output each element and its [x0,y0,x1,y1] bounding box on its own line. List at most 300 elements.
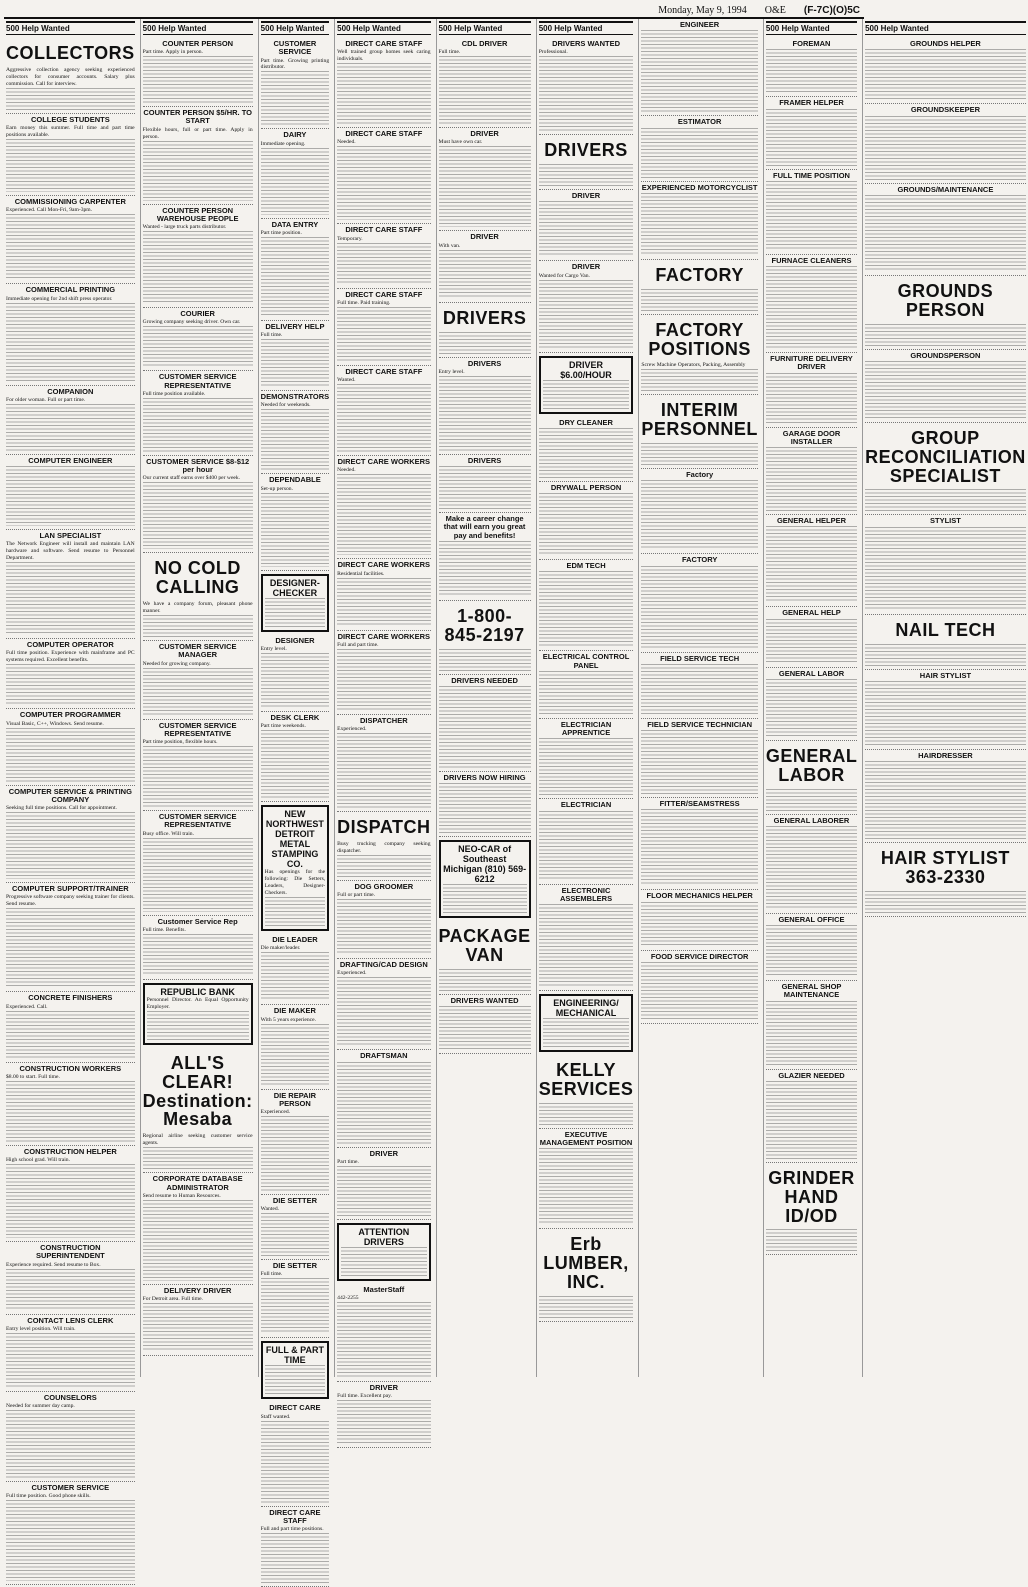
classified-ad [439,675,531,772]
ad-title: DRAFTING/CAD DESIGN [339,960,428,970]
ad-body: Full time. [438,49,461,56]
classified-ad [439,601,531,675]
ad-title: CUSTOMER SERVICE [31,1483,110,1493]
classified-ad [261,1507,329,1587]
ad-fine-print [337,899,430,955]
ad-title: DELIVERY DRIVER [163,1285,232,1295]
ad-body: Progressive software company seeking trainer for clients. Send resume. [6,894,135,908]
classified-ad [6,284,135,385]
ad-fine-print [766,109,857,166]
ad-body: With van. [438,242,461,249]
masthead-date: Monday, May 9, 1994 [658,5,747,16]
classified-ad [261,1402,329,1506]
classified-ad [865,515,1026,614]
ad-body: Send resume to Human Resources. [142,1192,221,1199]
ad-title: CORPORATE DATABASE ADMINISTRATOR [152,1174,243,1192]
classified-ad [766,1163,857,1256]
ad-fine-print [539,201,634,257]
classified-ad [143,308,253,371]
ad-title: FACTORY [681,555,718,565]
ad-title: COMPANION [47,386,94,396]
ad-title: DIRECT CARE STAFF [345,39,423,48]
classified-ad [337,812,430,881]
ad-title: DRIVER $6.00/HOUR [560,359,612,380]
ad-body: Entry level. [438,368,465,375]
column-header: 500 Help Wanted [6,21,135,35]
ad-fine-print [766,1001,857,1066]
ad-fine-print [641,962,758,1020]
classified-ad [641,260,758,315]
classified-ad [439,38,531,128]
ad-fine-print [261,409,329,470]
ad-title: GLAZIER NEEDED [778,1070,845,1080]
classified-ad [539,261,634,352]
classified-ad [766,914,857,981]
ad-title: COMPUTER ENGINEER [28,455,113,465]
classified-ad [766,38,857,97]
ad-title: DISPATCH [337,817,431,838]
classified-ad [641,315,758,396]
ad-body: Full time position. Experience with mainframe and PC systems required. Excellent benefits. [6,650,135,664]
ad-body: Experienced. Call Mon-Fri, 9am-3pm. [6,207,93,214]
ad-body: For older woman. Full or part time. [6,396,86,403]
classified-ad [261,474,329,570]
classified-ad [6,386,135,455]
ad-body: Needed. [337,467,356,474]
ad-body: Wanted. [260,1206,280,1213]
ad-body: Full and part time positions. [260,1526,324,1533]
ad-title: MasterStaff [363,1284,405,1294]
ad-title: ELECTRICAL CONTROL PANEL [542,652,630,670]
ad-title: ELECTRICIAN [560,800,612,810]
classified-ad [337,1148,430,1220]
classified-ad [539,799,634,884]
ad-title: DIE REPAIR PERSON [273,1090,317,1108]
ad-body: Needed. [337,139,356,146]
ad-fine-print [143,1303,253,1352]
ad-body: Must have own car. [438,139,483,146]
ad-fine-print [539,493,634,556]
ad-fine-print [641,730,758,794]
ad-title: COLLEGE STUDENTS [30,114,110,124]
ad-fine-print [261,730,329,798]
ad-fine-print [865,116,1026,180]
classified-ad [261,321,329,391]
ad-fine-print [865,681,1026,746]
ad-title: Factory [686,470,714,480]
ad-fine-print [539,56,634,131]
classified-ad [641,653,758,719]
ad-title: DRIVERS [467,358,502,368]
classified-ad [641,890,758,950]
ad-body: Full or part time. [337,892,376,899]
classified-ad [143,720,253,811]
ad-body: Has openings for the following: Die Setters, Leaders, Designer-Checkers. [264,869,326,897]
classified-ad [539,356,634,414]
ad-fine-print [143,56,253,103]
classified-columns [4,19,1026,1533]
ad-title: CONCRETE FINISHERS [28,993,113,1003]
ad-body: Professional. [538,49,568,56]
ad-title: INTERIM PERSONNEL [641,400,758,440]
ad-fine-print [143,746,253,807]
ad-body: Needed for summer day camp. [6,1403,75,1410]
classified-ad [766,668,857,741]
ad-body: Set-up person. [260,485,293,492]
column-header: 500 Help Wanted [261,21,329,35]
classified-ad [143,553,253,641]
ad-title: ENGINEERING/ MECHANICAL [553,998,619,1019]
classified-ad [143,38,253,107]
ad-fine-print [261,1278,329,1334]
classified-ad [143,107,253,204]
ad-title: CUSTOMER SERVICE REPRESENTATIVE [158,372,237,390]
ad-fine-print [766,1229,857,1251]
ad-fine-print [6,303,135,382]
ad-fine-print [265,897,325,927]
classified-ad [261,1005,329,1089]
classified-ad [143,205,253,308]
ad-fine-print [337,63,430,124]
ad-title: FOREMAN [792,39,831,48]
ad-title: DRIVERS WANTED [450,995,519,1005]
ad-title: DIE MAKER [273,1006,316,1016]
classified-ad [261,391,329,474]
ad-body: High school grad. Will train. [6,1157,70,1164]
ad-fine-print [337,1166,430,1216]
column-header: 500 Help Wanted [143,21,253,35]
ad-title: DRYWALL PERSON [550,482,622,492]
classified-ad [439,995,531,1054]
ad-fine-print [865,49,1026,100]
ad-fine-print [6,139,135,192]
classified-ad [539,38,634,135]
ad-title: CUSTOMER SERVICE $8-$12 per hour [146,456,250,475]
classified-ad [539,560,634,651]
classified-ad [539,1055,634,1129]
classified-ad [766,170,857,255]
ad-title: LAN SPECIALIST [39,531,102,541]
classified-ad [261,129,329,218]
ad-fine-print [143,1147,253,1169]
ad-title: ELECTRONIC ASSEMBLERS [559,885,613,903]
classified-ad [766,1070,857,1163]
ad-title: FLOOR MECHANICS HELPER [646,891,753,901]
classified-ad [766,607,857,667]
ad-fine-print [766,1081,857,1159]
ad-fine-print [865,761,1026,839]
ad-title: FIELD SERVICE TECHNICIAN [647,719,753,729]
ad-title: 1-800-845-2197 [444,605,525,645]
ad-title: EXPERIENCED MOTORCYCLIST [641,182,758,192]
ad-fine-print [439,783,531,833]
classified-column [140,19,255,1377]
classified-ad [641,116,758,181]
classified-ad [539,417,634,482]
ad-title: GENERAL HELPER [776,516,847,525]
ad-title: FIELD SERVICE TECH [660,653,740,663]
ad-fine-print [865,891,1026,913]
classified-ad [439,358,531,455]
classified-ad [641,798,758,890]
ad-title: DIRECT CARE STAFF [345,225,423,235]
ad-title: COMMERCIAL PRINTING [25,285,116,295]
classified-ad [6,786,135,883]
ad-body: Growing company seeking driver. Own car. [142,319,241,326]
classified-ad [6,709,135,785]
ad-fine-print [766,526,857,603]
ad-title: CUSTOMER SERVICE MANAGER [158,642,237,660]
ad-fine-print [641,480,758,550]
classified-ad [6,883,135,992]
classified-ad [439,455,531,513]
classified-ad [6,1315,135,1392]
ad-title: DIRECT CARE STAFF [345,289,423,299]
ad-title: HAIR STYLIST [919,670,972,680]
ad-body: Part time position. [260,229,302,236]
ad-title: ESTIMATOR [677,117,722,127]
classified-ad [539,885,634,992]
ad-title: COUNTER PERSON [162,39,234,48]
ad-body: Wanted. [337,377,356,384]
ad-fine-print [6,1269,135,1311]
ad-fine-print [143,838,253,912]
classified-ad [143,983,253,1045]
ad-fine-print [261,148,329,215]
ad-fine-print [6,908,135,988]
ad-body: Staff wanted. [260,1413,291,1420]
ad-title: GENERAL LABORER [773,815,850,825]
ad-body: Visual Basic, C++, Windows. Send resume. [6,720,104,727]
ad-title: CUSTOMER SERVICE REPRESENTATIVE [158,812,237,830]
ad-body: Part time weekends. [260,723,306,730]
ad-title: ENGINEER [680,20,720,29]
ad-fine-print [143,1200,253,1281]
ad-title: FITTER/SEAMSTRESS [659,799,740,809]
ad-fine-print [6,664,135,705]
classified-ad [766,815,857,914]
classified-ad [766,981,857,1070]
ad-body: Full time. Benefits. [142,926,186,933]
ad-fine-print [337,578,430,627]
ad-fine-print [261,1116,329,1191]
column-header: 500 Help Wanted [337,21,430,35]
ad-fine-print [766,679,857,737]
ad-fine-print [6,1081,135,1142]
classified-ad [6,1063,135,1146]
ad-fine-print [539,1103,634,1125]
ad-fine-print [865,489,1026,511]
classified-ad [439,840,531,918]
ad-fine-print [337,474,430,555]
ad-title: NAIL TECH [895,619,996,640]
classified-ad [6,530,135,639]
classified-ad [539,651,634,719]
ad-title: GRINDER HAND ID/OD [768,1167,855,1226]
classified-ad [641,554,758,652]
classified-ad [439,921,531,995]
ad-title: DRIVERS [442,307,527,328]
ad-fine-print [261,952,329,1001]
ad-fine-print [543,380,630,410]
ad-fine-print [641,809,758,886]
ad-fine-print [143,141,253,201]
ad-fine-print [439,649,531,671]
ad-fine-print [6,88,135,110]
classified-ad [143,1048,253,1174]
ad-title: DEMONSTRATORS [260,392,330,402]
ad-fine-print [439,332,531,354]
ad-fine-print [337,855,430,877]
ad-title: GROUNDSKEEPER [910,105,981,115]
ad-body: Full time. [260,1271,283,1278]
ad-fine-print [865,527,1026,611]
ad-fine-print [143,615,253,637]
ad-title: DELIVERY HELP [265,321,325,331]
ad-title: CUSTOMER SERVICE REPRESENTATIVE [158,720,237,738]
ad-title: COUNTER PERSON $5/HR. TO START [143,108,252,126]
ad-title: DOG GROOMER [354,881,414,891]
ad-body: We have a company forum, pleasant phone manner. [142,601,253,615]
classified-ad [337,881,430,959]
classified-column [258,19,331,1533]
column-header: 500 Help Wanted [539,21,634,35]
ad-title: CONSTRUCTION HELPER [23,1146,117,1156]
ad-fine-print [261,1421,329,1503]
classified-ad [143,1285,253,1356]
ad-title: DIRECT CARE WORKERS [337,457,431,467]
ad-title: GARAGE DOOR INSTALLER [782,428,841,446]
classified-ad [261,805,329,931]
classified-ad [337,559,430,630]
classified-ad [641,19,758,116]
ad-fine-print [641,566,758,649]
ad-title: PACKAGE VAN [438,926,531,965]
ad-body: Needed for weekends. [260,402,311,409]
ad-body: Residential facilities. [337,570,385,577]
ad-body: Experienced. Call. [6,1003,48,1010]
ad-title: DRIVER [571,262,601,272]
ad-fine-print [539,164,634,186]
ad-title: DIE SETTER [272,1261,317,1271]
classified-ad [641,951,758,1024]
classified-ad [539,719,634,800]
classified-ad [337,1382,430,1448]
ad-title: FACTORY [655,264,744,285]
classified-ad [337,38,430,128]
ad-fine-print [539,738,634,795]
classified-ad [261,635,329,712]
column-header: 500 Help Wanted [865,21,1026,35]
ad-fine-print [265,598,325,628]
ad-title: DRIVERS WANTED [552,39,620,48]
masthead-paper: O&E [764,5,786,16]
ad-title: NEO-CAR of Southeast Michigan (810) 569-6212 [443,844,527,885]
ad-fine-print [6,1410,135,1478]
ad-fine-print [865,361,1026,419]
classified-ad [143,641,253,719]
ad-fine-print [337,146,430,220]
classified-ad [865,184,1026,276]
ad-title: DRIVERS NOW HIRING [443,772,526,782]
ad-body: Seeking full time positions. Call for appointment. [6,805,117,812]
classified-ad [539,994,634,1052]
ad-fine-print [337,649,430,711]
ad-body: Die maker/leader. [260,945,301,952]
ad-title: COMPUTER OPERATOR [26,640,114,650]
ad-body: Immediate opening. [260,140,306,147]
classified-ad [766,255,857,353]
classified-ad [766,428,857,516]
classified-column [436,19,533,1377]
classified-ad [261,574,329,632]
ad-body: Wanted for Cargo Van. [538,272,590,279]
masthead-page-number: (F-7C)(O)5C [803,5,860,16]
ad-title: FULL & PART TIME [265,1345,324,1366]
ad-body: Part time. Apply in person. [142,49,203,56]
ad-fine-print [439,466,531,509]
ad-title: COURIER [180,309,215,319]
ad-title: DIRECT CARE STAFF [345,129,423,139]
classified-ad [539,1129,634,1230]
ad-fine-print [641,664,758,715]
ad-body: Entry level position. Will train. [6,1325,76,1332]
classified-ad [337,224,430,288]
ad-fine-print [641,128,758,178]
ad-fine-print [143,231,253,304]
ad-body: Screw Machine Operators, Packing, Assembly [641,362,746,369]
ad-title: ELECTRICIAN APPRENTICE [560,719,612,738]
ad-title: FOOD SERVICE DIRECTOR [650,951,749,961]
classified-ad [865,104,1026,183]
ad-title: STYLIST [930,516,961,526]
ad-fine-print [439,146,531,227]
classified-ad [261,1090,329,1195]
ad-fine-print [337,243,430,285]
ad-fine-print [337,1400,430,1444]
ad-fine-print [766,925,857,977]
ad-title: GENERAL OFFICE [778,914,845,924]
ad-fine-print [261,1213,329,1256]
classified-ad [865,615,1026,670]
ad-body: Flexible hours, full or part time. Apply in person. [142,126,253,140]
classified-ad [766,741,857,815]
ad-fine-print [337,307,430,362]
ad-title: COUNTER PERSON WAREHOUSE PEOPLE [156,205,239,223]
ad-fine-print [6,466,135,526]
classified-ad [539,1229,634,1322]
masthead [4,0,864,19]
ad-fine-print [865,195,1026,272]
ad-body: Entry level. [260,645,287,652]
ad-fine-print [143,482,253,549]
classified-column [536,19,636,1377]
ad-title: NEW NORTHWEST DETROIT METAL STAMPING CO. [265,809,324,870]
classified-ad [337,715,430,812]
classified-ad [6,196,135,284]
ad-fine-print [337,1302,430,1378]
classified-ad [439,303,531,358]
ad-body: 442-2255 [337,1295,359,1302]
ad-body: Full time. [260,332,283,339]
ad-fine-print [539,904,634,987]
ad-fine-print [261,653,329,708]
ad-fine-print [143,326,253,367]
ad-title: CONSTRUCTION SUPERINTENDENT [35,1243,105,1261]
ad-body: Part time position, flexible hours. [142,739,218,746]
classified-ad [439,513,531,601]
ad-fine-print [641,369,758,391]
